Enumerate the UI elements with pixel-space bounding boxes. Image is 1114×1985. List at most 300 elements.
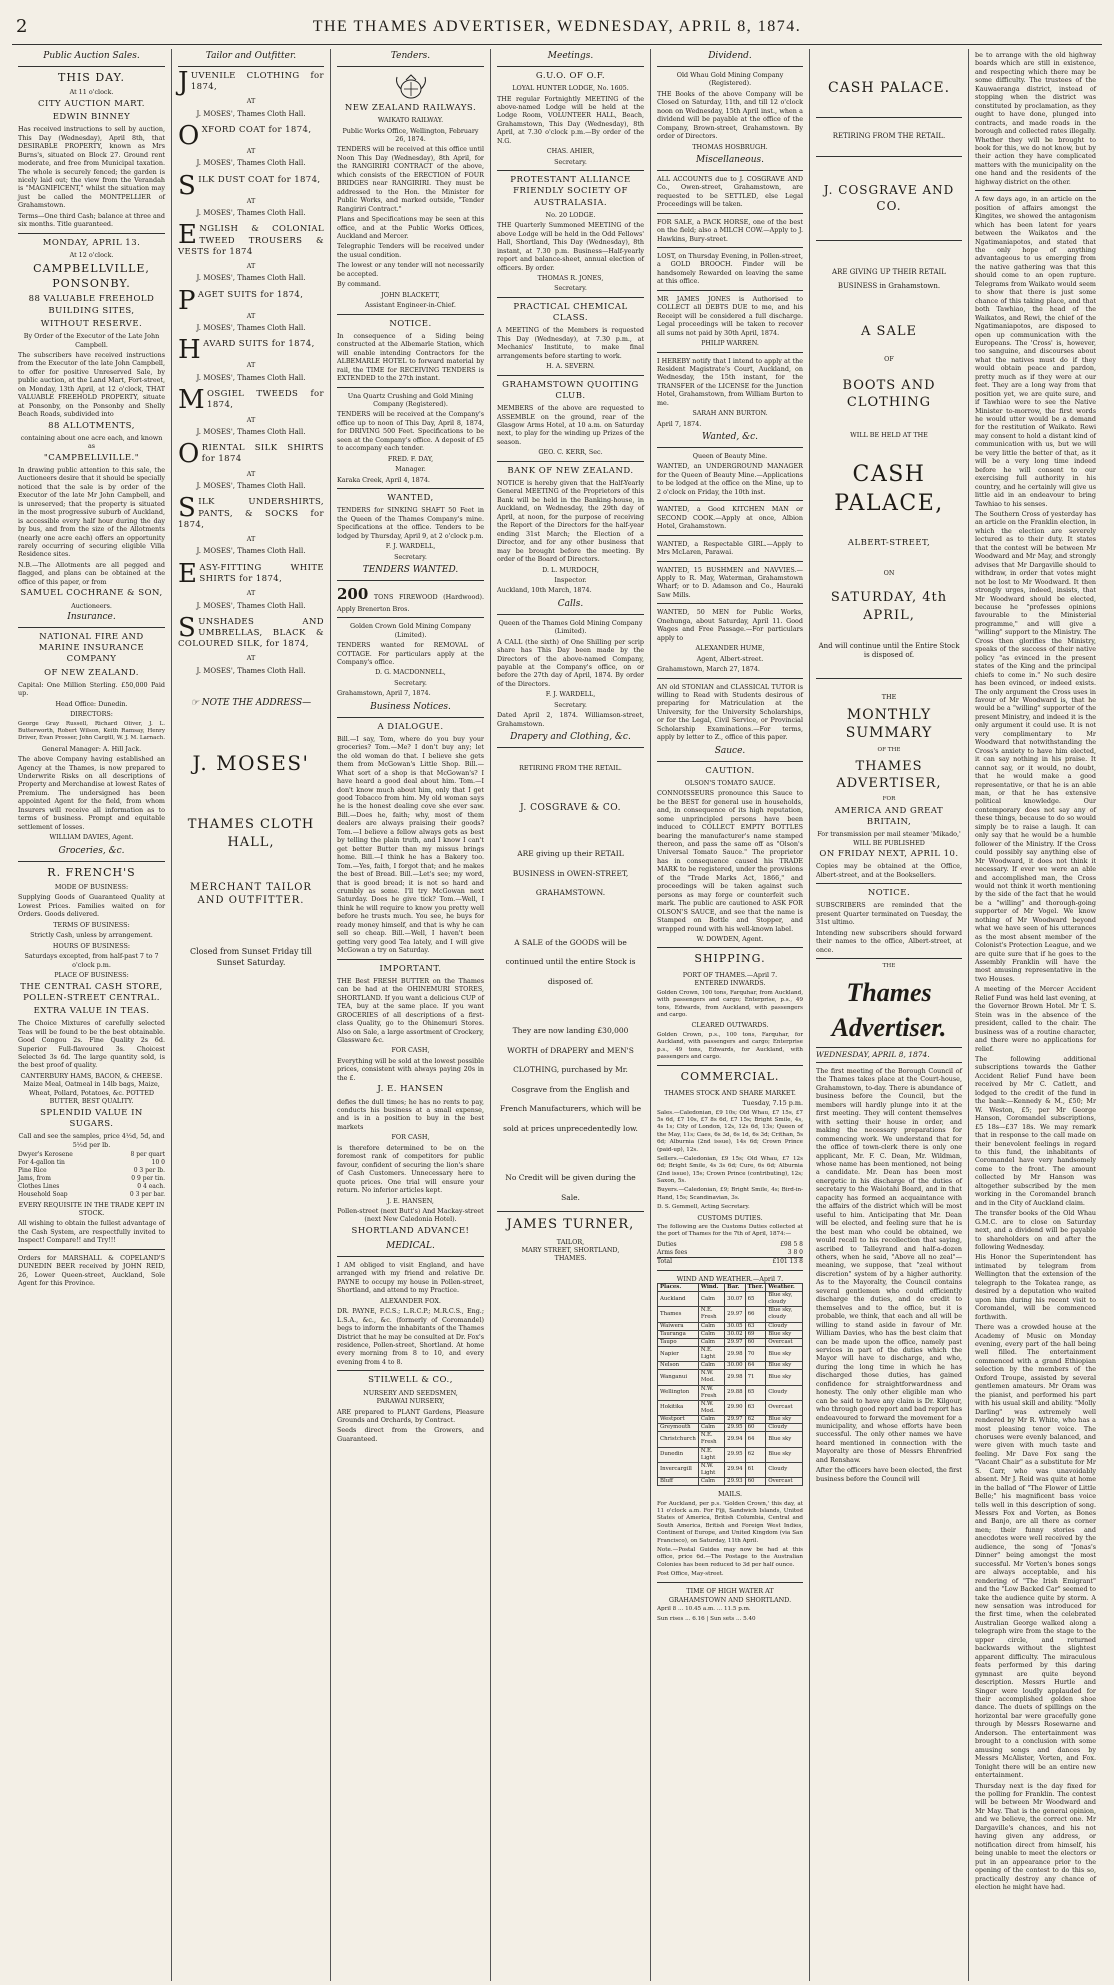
hours-title: HOURS OF BUSINESS: bbox=[52, 941, 131, 950]
agency-text: The above Company having established an Agency at the Thames, is now prepared to Underwrite Risks on all descriptions of Property and Merchandise at lowest Rates of Premium. The undersigned has been appointed Agent for the field, from whom Insurers will receive all information as to terms of business. Prompt and equitable settlement of losses. bbox=[18, 755, 165, 831]
tailor-item bbox=[178, 170, 324, 219]
tons-number: 200 bbox=[337, 584, 369, 603]
divider bbox=[497, 1211, 644, 1212]
lodge-20: No. 20 LODGE. bbox=[545, 210, 596, 219]
tailor-item bbox=[178, 220, 324, 283]
price-row: Clothes Lines 0 4 each. bbox=[18, 1182, 165, 1190]
weather-cell: Calm bbox=[698, 1424, 724, 1432]
customs-heading: CUSTOMS DUTIES. bbox=[697, 1213, 763, 1222]
weather-cell: 65 bbox=[745, 1385, 766, 1400]
at-word: AT bbox=[246, 361, 256, 370]
weather-col-header: Ther. bbox=[745, 1283, 766, 1291]
news-paragraph-9: Thursday next is the day fixed for the polling for Franklin. The contest will be between Mr Woodward and Mr May. That is the general opinion, and we believe, the correct one. Mr Dargaville's chances, and his not having given any address, or notification direct from himself, his being unable to meet the electors or put in an appearance prior to the opening of the contest to do this so, practically destroy any chance of election he might have had. bbox=[975, 1781, 1096, 1891]
weather-cell: Calm bbox=[698, 1330, 724, 1338]
divider bbox=[657, 213, 803, 214]
karaka-date: Karaka Creek, April 4, 1874. bbox=[337, 475, 430, 484]
samuel-cochrane: SAMUEL COCHRANE & SON, bbox=[20, 588, 163, 599]
french-heading: R. FRENCH'S bbox=[47, 865, 136, 879]
weather-cell: Blue sky bbox=[766, 1330, 803, 1338]
weather-cell: 65 bbox=[745, 1292, 766, 1307]
drop-cap: M bbox=[178, 385, 206, 416]
weather-cell: 29.93 bbox=[725, 1478, 745, 1486]
drop-cap: E bbox=[178, 558, 198, 589]
weather-header-row bbox=[658, 1283, 803, 1291]
tailor-item bbox=[178, 66, 324, 119]
divider bbox=[497, 297, 644, 298]
divider bbox=[657, 535, 803, 536]
severn-name: H. A. SEVERN. bbox=[546, 362, 595, 371]
divider bbox=[497, 375, 644, 376]
tide-row: April 8 ... 10.45 a.m. ... 11.5 p.m. bbox=[657, 1606, 751, 1613]
news-paragraph-6: The transfer books of the Old Whau G.M.C. are to close on Saturday next, and a dividend will be payable to shareholders on and after the following Wednesday. bbox=[975, 1209, 1096, 1251]
divider bbox=[657, 1582, 803, 1583]
divider bbox=[337, 617, 484, 618]
section-heading: Tenders. bbox=[337, 49, 484, 67]
weather-cell: 71 bbox=[745, 1370, 766, 1385]
weather-cell: Blue sky bbox=[766, 1432, 803, 1447]
weather-cell: Taupo bbox=[658, 1338, 699, 1346]
weather-cell: Wanganui bbox=[658, 1370, 699, 1385]
weather-cell: 60 bbox=[745, 1424, 766, 1432]
weather-cell: Christchurch bbox=[658, 1432, 699, 1447]
command-text: By command. bbox=[337, 280, 381, 289]
mode-title: MODE OF BUSINESS: bbox=[54, 883, 129, 892]
merchant-tailor: MERCHANT TAILOR AND OUTFITTER. bbox=[190, 881, 312, 906]
drawing-text: In drawing public attention to this sale, the Auctioneers desire that it should be specially noticed that the sale is by order of the Executor of the late Mr John Campbell, and is unreserved; that the property is situated in the most progressive suburb of Auckland, is accessible every half hour during the day by bus, and from the size of the Allotments (nearly one acre each) offers an opportunity rarely occurring of securing eligible Villa Residence sites. bbox=[18, 465, 165, 559]
drop-cap: O bbox=[178, 439, 200, 470]
tailor-item-title: OXFORD COAT for 1874, bbox=[178, 121, 312, 151]
wanted-heading: WANTED, bbox=[387, 493, 434, 504]
divider bbox=[18, 1249, 165, 1250]
the-word: THE bbox=[881, 693, 897, 702]
weather-cell: Calm bbox=[698, 1322, 724, 1330]
at-word: AT bbox=[246, 589, 256, 598]
column-meetings bbox=[491, 49, 651, 1981]
weather-cell: Dunedin bbox=[658, 1447, 699, 1462]
auctioneer-name: EDWIN BINNEY bbox=[52, 112, 131, 123]
weather-cell: 29.94 bbox=[725, 1432, 745, 1447]
weather-row bbox=[658, 1322, 803, 1330]
seeds-text: Seeds direct from the Growers, and Guaranteed. bbox=[337, 1426, 484, 1443]
misc-5-date: April 7, 1874. bbox=[657, 419, 702, 428]
weather-cell: 29.97 bbox=[725, 1338, 745, 1346]
at-11: At 11 o'clock. bbox=[69, 88, 114, 97]
weather-cell: N.E. Light bbox=[698, 1346, 724, 1361]
weather-cell: 29.90 bbox=[725, 1400, 745, 1415]
sugars-text: Call and see the samples, price 4½d, 5d, and 5½d per lb. bbox=[18, 1132, 165, 1149]
misc-heading: Miscellaneous. bbox=[657, 153, 803, 171]
weather-cell: 29.94 bbox=[725, 1462, 745, 1477]
hume-name: ALEXANDER HUME, bbox=[695, 644, 765, 653]
fox-name: ALEXANDER FOX. bbox=[380, 1296, 441, 1305]
saturday-date: SATURDAY, 4th APRIL, bbox=[830, 590, 948, 623]
monday-heading: MONDAY, APRIL 13. bbox=[42, 237, 141, 248]
weather-cell: Napier bbox=[658, 1346, 699, 1361]
divider bbox=[816, 240, 962, 241]
tailor-item bbox=[178, 612, 324, 676]
tailor-item bbox=[178, 385, 324, 437]
weather-cell: 63 bbox=[745, 1322, 766, 1330]
entered-heading: ENTERED INWARDS. bbox=[694, 979, 766, 988]
tailor-item bbox=[178, 335, 324, 383]
wanted-5: WANTED, 50 MEN for Public Works, Onehunga, about Saturday, April 11. Good Wages and Free Passage.—For particulars apply to bbox=[657, 608, 803, 642]
column-tailor bbox=[172, 49, 331, 1981]
weather-heading: WIND AND WEATHER.—April 7. bbox=[676, 1274, 784, 1283]
moses-address: J. MOSES', Thames Cloth Hall. bbox=[196, 109, 306, 118]
weather-row bbox=[658, 1385, 803, 1400]
cosgrave-name: J. COSGRAVE AND CO. bbox=[823, 182, 955, 213]
ahier-name: CHAS. AHIER, bbox=[546, 147, 595, 156]
loyal-text: THE regular Fortnightly MEETING of the above-named Lodge will be held at the Lodge Room, VOLUNTEER HALL, Beach, Grahamstown, This Day (Wednesday), 8th April, at 7.30 o'clock p.m.—By order of the N.G. bbox=[497, 94, 644, 145]
weather-row bbox=[658, 1307, 803, 1322]
weather-cell: Blue sky bbox=[766, 1416, 803, 1424]
cash-palace-2: CASH PALACE, bbox=[834, 461, 944, 516]
weather-col-header: Wind. bbox=[698, 1283, 724, 1291]
general-manager: General Manager: A. Hill Jack. bbox=[41, 744, 142, 753]
weather-cell: Bluff bbox=[658, 1478, 699, 1486]
drop-cap: J bbox=[178, 66, 189, 97]
warren-name: PHILIP WARREN. bbox=[701, 339, 759, 348]
column-cash-palace bbox=[810, 49, 969, 1981]
sun-row: Sun rises ... 6.16 | Sun sets ... 5.40 bbox=[657, 1615, 756, 1622]
divider bbox=[657, 500, 803, 501]
for-word: FOR bbox=[882, 796, 896, 803]
mcdonnell-name: D. G. MACDONNELL, bbox=[375, 668, 446, 677]
notice-heading: NOTICE. bbox=[389, 318, 432, 329]
divider bbox=[337, 387, 484, 388]
moses-address: J. MOSES', Thames Cloth Hall. bbox=[196, 324, 306, 333]
nursery-title: NURSERY AND SEEDSMEN, bbox=[363, 1388, 458, 1397]
weather-cell: 29.88 bbox=[725, 1385, 745, 1400]
golden-date: Grahamstown, April 7, 1874. bbox=[337, 689, 431, 698]
weather-row bbox=[658, 1424, 803, 1432]
weather-row bbox=[658, 1432, 803, 1447]
hosbrugh-name: THOMAS HOSBRUGH. bbox=[692, 142, 768, 151]
divider bbox=[975, 190, 1096, 191]
divider bbox=[657, 247, 803, 248]
inspect-text: All wishing to obtain the fullest advantage of the Cash System, are respectfully invited to Inspect! Compare!! and Try!!! bbox=[18, 1219, 165, 1245]
customs-table bbox=[657, 1241, 803, 1266]
canterbury-text: CANTERBURY HAMS, BACON, & CHEESE. Maize Meal, Oatmeal in 14lb bags, Maize, Wheat, Pollard, Potatoes, &c. POTTED BUTTER, BEST QUALITY. bbox=[20, 1071, 163, 1106]
section-heading: Dividend. bbox=[657, 49, 803, 67]
golden-heading: Golden Crown Gold Mining Company (Limited). bbox=[350, 622, 471, 639]
weather-cell: Overcast bbox=[766, 1338, 803, 1346]
jones-title: Secretary. bbox=[554, 284, 587, 293]
every-requisite: EVERY REQUISITE IN THE TRADE KEPT IN STOCK. bbox=[18, 1200, 165, 1217]
divider bbox=[337, 488, 484, 489]
tailor-item-title: PAGET SUITS for 1874, bbox=[178, 285, 304, 316]
divider bbox=[657, 947, 803, 948]
drop-cap: S bbox=[178, 170, 197, 201]
weather-cell: Blue sky bbox=[766, 1370, 803, 1385]
divider bbox=[816, 958, 962, 959]
misc-4: MR JAMES JONES is Authorised to COLLECT all DEBTS DUE to me, and his Receipt will be considered a full discharge. Legal proceedings will be taken to recover all sums not paid by 30th April, 1874. bbox=[657, 294, 803, 337]
market-sales: Sales.—Caledonian, £9 10s; Old Whau, £7 15s, £7 5s 6d, £7 10s, £7 8s 6d, £7 15s; Bright Smile, 4s, 4s 1s; City of London, 12s, 12s 6d, 13s; Queen of the May, 11s; Caes, 6s 3d, 6s 1d, 6s 3d; Crithan, 5s 6d; Alburnia (2nd issue), 14s 6d; Crown Prince (paid-up), 12s. bbox=[657, 1109, 803, 1153]
divider bbox=[657, 678, 803, 679]
market-secretary: D. S. Gemmell, Acting Secretary. bbox=[657, 1204, 750, 1211]
port-heading: PORT OF THAMES.—April 7. bbox=[682, 970, 778, 979]
weather-cell: N.W. Mod. bbox=[698, 1400, 724, 1415]
misc-5: I HEREBY notify that I intend to apply at the Resident Magistrate's Court, Auckland, on Wednesday, the 15th instant, for the TRANSFER of the LICENSE for the Junction Hotel, Grahamstown, from William Burton to me. bbox=[657, 356, 803, 407]
sauce-text: CONNOISSEURS pronounce this Sauce to be the BEST for general use in households, and, in consequence of its high reputation, some unprincipled persons have been induced to COLLECT EMPTY BOTTLES bearing the manufacturer's name stamped thereon, and pass the same off as "Olson's Universal Tomato Sauce." The proprietor has in consequence caused his TRADE MARK to be registered, under the provisions of the "Trade Marks Act, 1866," and proceedings will be taken against such persons as may forge or counterfeit such mark. The public are cautioned to ASK FOR OLSON'S SAUCE, and see that the name is Stamped on Bottle and Stopper, and wrapped round with his well-known label. bbox=[657, 789, 803, 933]
weather-table bbox=[657, 1283, 803, 1486]
tailor-item-title: EASY-FITTING WHITE SHIRTS for 1874, bbox=[178, 558, 324, 589]
important-text: THE Best FRESH BUTTER on the Thames can be had at the OHINEMURI STORES, SHORTLAND. If you want a delicious CUP of TEA, buy at the same place. If you want GROCERIES of all descriptions of a first-class Quality, go to the Ohinemuri Stores. Also on Sale, a large assortment of Crockery, Glassware &c. bbox=[337, 976, 484, 1045]
weather-cell: 66 bbox=[745, 1307, 766, 1322]
weather-cell: Cloudy bbox=[766, 1322, 803, 1330]
news-paragraph-2: A few days ago, in an article on the position of affairs amongst the Kingites, we showed the antagonism which has been latent for years between the Waikatos and the Ngatimaniapotos, and stated that the only hope of anything advantageous to us emerging from the native gathering was that this should come to an open rupture. Telegrams from Waikato would seem to show that there is just some chance of this taking place, and that both Tawhiao, the head of the Waikatos, and Rewi, the chief of the Ngatimaniapotos, are disposed to open up communication with the Europeans. The 'Cross' is, however, too sanguine, and discourses about what the natives must do if they would obtain peace and pardon, pretty much as if they were at our feet. They are a long way from that position yet, we are quite sure, and if Tawhiao were to see the Native Minister to-morrow, the first words he would utter would be a demand for the restitution of Waikato. Rewi may consent to hold a distant kind of communication with us, but we will be very little the better of that, as it will be a very long time indeed before he will consent to our exercising full authority in his country, and he certainly will give us little aid in an endeavour to bring Tawhiao to his senses. bbox=[975, 195, 1096, 508]
agent-name: WILLIAM DAVIES, Agent. bbox=[49, 833, 134, 842]
weather-cell: 30.07 bbox=[725, 1292, 745, 1307]
tailor-item bbox=[178, 439, 324, 491]
masthead-title: THE THAMES ADVERTISER, WEDNESDAY, APRIL 8, 1874. bbox=[312, 18, 802, 35]
cash-palace-heading: CASH PALACE. bbox=[827, 80, 951, 96]
moses-address: J. MOSES', Thames Cloth Hall. bbox=[196, 373, 306, 382]
at-word: AT bbox=[246, 469, 256, 478]
boots-clothing: BOOTS AND CLOTHING bbox=[842, 377, 936, 411]
weather-cell: 29.97 bbox=[725, 1416, 745, 1424]
weather-cell: Cloudy bbox=[766, 1424, 803, 1432]
caution-heading: CAUTION. bbox=[705, 765, 755, 776]
mails-post: Post Office, May-street. bbox=[657, 1571, 724, 1578]
weather-row bbox=[658, 1370, 803, 1385]
una-heading: Una Quartz Crushing and Gold Mining Company (Registered). bbox=[347, 391, 474, 408]
weather-cell: Cloudy bbox=[766, 1385, 803, 1400]
for-cash: FOR CASH, bbox=[391, 1046, 430, 1055]
wanted-text: TENDERS for SINKING SHAFT 50 Feet in the Queen of the Thames Company's mine. Specifications at the office. Tenders to be lodged by Thursday, April 9, at 2 o'clock p.m. bbox=[337, 506, 484, 540]
firewood-ad: 200 TONS FIREWOOD (Hardwood). Apply Brenerton Bros. bbox=[337, 584, 484, 613]
closed-text: Closed from Sunset Friday till Sunset Saturday. bbox=[190, 947, 312, 967]
market-buyers: Buyers.—Caledonian, £9; Bright Smile, 4s; Bird-in-Hand, 15s; Scandinavian, 3s. bbox=[657, 1187, 803, 1201]
turner-town: THAMES. bbox=[554, 1254, 587, 1263]
central-store: THE CENTRAL CASH STORE, POLLEN-STREET CENTRAL. bbox=[20, 981, 163, 1003]
market-date: Tuesday, 7.15 p.m. bbox=[742, 1099, 803, 1108]
property-text: Has received instructions to sell by auction, This Day (Wednesday), April 8th, that DESIRABLE PROPERTY, known as Mrs Burns's, situated on Block 27. Ground rent moderate, and free from Municipal taxation. The whole is securely fenced; the garden is nicely laid out; the view from the Verandah is "MAGNIFICENT," whilst the situation may just be called the MONTPELLIER of Grahamstown. bbox=[18, 125, 165, 210]
drop-cap: H bbox=[178, 335, 202, 366]
weather-cell: Blue sky, cloudy bbox=[766, 1307, 803, 1322]
weather-cell: Blue sky bbox=[766, 1362, 803, 1370]
drop-cap: S bbox=[178, 493, 197, 524]
weather-cell: 29.98 bbox=[725, 1346, 745, 1361]
divider bbox=[816, 117, 962, 118]
column-dividend bbox=[651, 49, 810, 1981]
page-number: 2 bbox=[16, 16, 28, 37]
turner-address: MARY STREET, SHORTLAND, bbox=[521, 1246, 620, 1254]
kerr-name: GEO. C. KERR, Sec. bbox=[538, 448, 603, 457]
intending-text: Intending new subscribers should forward their names to the office, Albert-street, at once. bbox=[816, 928, 962, 954]
mails-heading: MAILS. bbox=[717, 1490, 743, 1499]
call-text: A CALL (the sixth) of One Shilling per scrip share has This Day been made by the Directors of the above-named Company, payable at the Company's office, on or before the 27th day of April, 1874. By order of the Directors. bbox=[497, 637, 644, 688]
weather-cell: 63 bbox=[745, 1400, 766, 1415]
moses-name: J. MOSES' bbox=[192, 751, 310, 776]
medical-heading: MEDICAL. bbox=[337, 1239, 484, 1257]
giving-text: ARE giving up their RETAIL BUSINESS in OWEN-STREET, GRAHAMSTOWN. bbox=[512, 849, 629, 898]
weather-cell: Blue sky bbox=[766, 1447, 803, 1462]
for-cash-2: FOR CASH, bbox=[391, 1133, 430, 1142]
tailor-item-title: SUNSHADES AND UMBRELLAS, BLACK & COLOURED SILK, for 1874, bbox=[178, 612, 324, 650]
shortland-advance: SHORTLAND ADVANCE! bbox=[351, 1225, 470, 1236]
weather-col-header: Bar. bbox=[725, 1283, 745, 1291]
held-text: WILL BE HELD AT THE bbox=[850, 431, 928, 440]
everything-text: Everything will be sold at the lowest possible prices, consistent with always paying 20s in the £. bbox=[337, 1056, 484, 1082]
business-notices-heading: Business Notices. bbox=[337, 700, 484, 718]
friday-next: ON FRIDAY NEXT, APRIL 10. bbox=[819, 849, 959, 860]
wardell-title: Secretary. bbox=[394, 552, 427, 561]
terms-business: Strictly Cash, unless by arrangement. bbox=[30, 931, 153, 940]
murdoch-title: Inspector. bbox=[554, 575, 587, 584]
divider bbox=[657, 1270, 803, 1271]
editorial-text: The first meeting of the Borough Council of the Thames takes place at the Court-house, Grahamstown, to-day. There is abundance of business before the Council, but the members will hardly plunge into it at the first meeting. They will content themselves with setting their house in order, and making the necessary preparations for commencing work. We understand that for the office of town-clerk there is only one applicant, Mr. F. C. Dean, Mr. Wildman, whose name has been mentioned, not being a candidate. Mr. Dean has been most energetic in his discharge of the duties of secretary to the Waiotahi Board, and in that capacity has formed an acquaintance with the affairs of the district which will be most useful to him. Anticipating that Mr. Dean will be elected, and feeling sure that he is the best man who could be obtained, we would recall to his recollection that saying, ascribed to Talleyrand and half-a-dozen others, when he said, "Above all no zeal"—meaning, we suppose, that "zeal without discretion" system of by a higher authority. As to the Mayoralty, the Council contains several gentlemen who could efficiently discharge the duties, and do credit to themselves and to the office, but it is probable, we think, that each and all will be willing to stand aside in favour of Mr. William Davies, who has the best claim that can be made upon the office, namely past services in part of the duties which the Mayor will have to discharge, and who, during the long time in which he has discharged those duties, has gained confidence for straightforwardness and honesty. The only other eligible man who can be said to have any claim is Dr. Kilgour, who through good report and bad report has endeavoured to forward the movement for a municipality, and whose efforts have been successful. The only other names we have heard mentioned in connection with the Mayoralty are those of Messrs Ehrenfried and Renshaw. bbox=[816, 1067, 962, 1464]
wanted-2: WANTED, a Good KITCHEN MAN or SECOND COOK.—Apply at once, Albion Hotel, Grahamstown. bbox=[657, 505, 803, 531]
weather-row bbox=[658, 1400, 803, 1415]
quoiting-heading: GRAHAMSTOWN QUOITING CLUB. bbox=[502, 379, 639, 401]
weather-cell: N.W. Mod. bbox=[698, 1370, 724, 1385]
weather-row bbox=[658, 1362, 803, 1370]
weather-cell: Calm bbox=[698, 1416, 724, 1424]
sugars-heading: SPLENDID VALUE IN SUGARS. bbox=[40, 1107, 143, 1129]
stilwell-name: STILWELL & CO., bbox=[368, 1375, 453, 1386]
editorial-continued: After the officers have been elected, the first business before the Council will bbox=[816, 1466, 962, 1483]
at-word: AT bbox=[246, 311, 256, 320]
divider bbox=[657, 603, 803, 604]
loyal-hunter: LOYAL HUNTER LODGE, No. 1605. bbox=[512, 84, 629, 93]
weather-cell: 70 bbox=[745, 1346, 766, 1361]
dialogue-heading: A DIALOGUE. bbox=[377, 721, 444, 732]
una-manager: FRED. F. DAY, bbox=[387, 454, 434, 463]
tailor-item bbox=[178, 121, 324, 169]
copies-text: Copies may be obtained at the Office, Albert-street, and at the Booksellers. bbox=[816, 862, 962, 879]
moses-address: J. MOSES', Thames Cloth Hall. bbox=[196, 666, 306, 675]
executor-order: By Order of the Executor of the Late John Campbell. bbox=[23, 332, 160, 349]
weather-cell: 61 bbox=[745, 1462, 766, 1477]
notice-text: In consequence of a Siding being constructed at the Albemarle Station, which will enable intending Contractors for the ALBEMARLE HOTEL to forward material by rail, the TIME for RECEIVING TENDERS is EXTENDED to the 27th instant. bbox=[337, 331, 484, 383]
place-title: PLACE OF BUSINESS: bbox=[54, 971, 129, 980]
una-text: TENDERS will be received at the Company's office up to noon of This Day, April 8, 1874, for DRIVING 500 Feet. Specifications to be seen at the Company's office. A deposit of £5 to accompany each tender. bbox=[337, 410, 484, 453]
wanted-4: WANTED, 15 BUSHMEN and NAVVIES.—Apply to R. May, Waterman, Grahamstown Wharf; or to D. Adamson and Co., Hauraki Saw Mills. bbox=[657, 565, 803, 599]
wanted-3: WANTED, a Respectable GIRL.—Apply to Mrs McLaren, Parawai. bbox=[657, 539, 803, 557]
hume-title: Agent, Albert-street. bbox=[696, 654, 764, 663]
plans-text: Plans and Specifications may be seen at this office, and at the Public Works Offices, Auckland and Mercer. bbox=[337, 215, 484, 240]
misc-2: FOR SALE, a PACK HORSE, one of the best on the field; also a MILCH COW.—Apply to J. Hawkins, Bury-street. bbox=[657, 217, 803, 243]
weather-cell: 30.02 bbox=[725, 1330, 745, 1338]
extra-value: EXTRA VALUE IN TEAS. bbox=[33, 1006, 150, 1016]
important-heading: IMPORTANT. bbox=[379, 963, 442, 974]
customs-text: The following are the Customs Duties collected at the port of Thames for the 7th of April, 1874:— bbox=[657, 1224, 803, 1238]
divider bbox=[816, 678, 962, 679]
wanted-heading: Wanted, &c. bbox=[657, 430, 803, 448]
sale-text: A SALE of the GOODS will be continued until the entire Stock is disposed of. bbox=[505, 937, 636, 986]
weather-cell: Hokitika bbox=[658, 1400, 699, 1415]
weather-cell: 30.00 bbox=[725, 1362, 745, 1370]
retiring-text: RETIRING FROM THE RETAIL. bbox=[519, 764, 622, 773]
weather-cell: 62 bbox=[745, 1447, 766, 1462]
moses-address: J. MOSES', Thames Cloth Hall. bbox=[196, 209, 306, 218]
terms-title: TERMS OF BUSINESS: bbox=[53, 920, 130, 929]
price-row: Household Soap 0 3 per bar. bbox=[18, 1190, 165, 1198]
guo-heading: G.U.O. OF O.F. bbox=[535, 70, 606, 81]
transmission-text: For transmission per mail steamer 'Mikado,' WILL BE PUBLISHED bbox=[817, 830, 961, 847]
lodge-20-text: THE Quarterly Summoned MEETING of the above Lodge will be held in the Odd Fellows' Hall, Shortland, This Day (Wednesday), 8th instant, at 7.30 p.m. Business—Half-yearly report and balance-sheet, annual election of officers. By order. bbox=[497, 221, 644, 272]
weather-cell: Calm bbox=[698, 1292, 724, 1307]
without-reserve: WITHOUT RESERVE. bbox=[40, 318, 143, 329]
at-word: AT bbox=[246, 654, 256, 663]
calls-heading: Calls. bbox=[497, 597, 644, 615]
directors-list: George Gray Russell, Richard Oliver, J. L. Butterworth, Robert Wilson, Keith Ramsay, Henry Driver, Evan Prosser, John Cargill, W. J. M. Larnach. bbox=[18, 720, 165, 742]
tailor-item-title: JUVENILE CLOTHING for 1874, bbox=[178, 66, 324, 97]
commercial-heading: COMMERCIAL. bbox=[680, 1070, 780, 1084]
hours-text: Saturdays excepted, from half-past 7 to 7 o'clock p.m. bbox=[24, 952, 159, 969]
drop-cap: S bbox=[178, 612, 197, 643]
the-2: THE bbox=[882, 963, 896, 970]
column-tenders bbox=[331, 49, 491, 1981]
news-paragraph-4: A meeting of the Mercer Accident Relief Fund was held last evening, at the Governor Brown Hotel. Mr T. S. Stein was in the absence of the president, called to the chair. The business was of a routine character, and there were no applications for relief. bbox=[975, 985, 1096, 1053]
customs-total: Total £101 13 8 bbox=[657, 1257, 803, 1265]
entered-text: Golden Crown, 100 tons, Farquhar, from Auckland, with passengers and cargo; Enterprise, p.s., 49 tons, Edwards, from Auckland, with passengers and cargo. bbox=[657, 989, 803, 1018]
weather-col-header: Places. bbox=[658, 1283, 699, 1291]
customs-row: Arms fees 3 8 0 bbox=[657, 1248, 803, 1256]
price-list bbox=[18, 1151, 165, 1198]
at-12: At 12 o'clock. bbox=[69, 250, 114, 259]
news-paragraph-8: There was a crowded house at the Academy of Music on Monday evening, every part of the hall being well filled. The entertainment commenced with a grand Ethiopian selection by the members of the Oxford Troupe, assisted by several gentlemen amateurs. Mr Oram was the pianist, and performed his part with his usual skill and ability. "Molly Darling" was extremely well rendered by Mr R. White, who has a most pleasing tenor voice. The choruses were evenly balanced, and were given with much taste and feeling. Mr Dave Fox sang the "Vacant Chair" as a substitute for Mr S. Carr, who was unavoidably absent. Mr J. Reid was quite at home in the ballad of "The Flower of Little Belle;" his magnificent bass voice tells well in this description of song. Messrs Fox and Vorten, as Bones and Banjo, are all there as corner men; their funny stories and anecdotes were well received by the audience, the song of "Jonas's Dinner" being amongst the most successful. Mr Vorten's bones songs are always acceptable, and his rendering of "The Irish Emigrant" and the "Low Backed Car" seemed to take the audience quite by storm. A new sensation was introduced for the first time, when the celebrated Australian George walked along a telegraph wire from the stage to the upper circle, and returned backwards without the slightest apparent difficulty. The miraculous feats performed by this daring gymnast are quite beyond description. Messrs Hurtle and Singer were loudly applauded for their accomplished golden shoe dance. The duets of spillings on the horizontal bar were gracefully gone through by Messrs Rosewarne and Anderson. The entertainment was brought to a conclusion with some amusing songs and dances by Messrs McAlister, Vorten, and Fox. Tonight there will be an entire new entertainment. bbox=[975, 1323, 1096, 1780]
moses-address: J. MOSES', Thames Cloth Hall. bbox=[196, 547, 306, 556]
shipping-heading: SHIPPING. bbox=[694, 952, 766, 966]
of-new-zealand: OF NEW ZEALAND. bbox=[44, 667, 139, 678]
tailor-item-title: SILK UNDERSHIRTS, PANTS, & SOCKS for 1874, bbox=[178, 493, 324, 530]
section-heading: Meetings. bbox=[497, 49, 644, 67]
campbellville-quoted: "CAMPBELLVILLE." bbox=[43, 452, 140, 463]
moses-address: J. MOSES', Thames Cloth Hall. bbox=[196, 427, 306, 436]
weather-cell: Blue sky bbox=[766, 1346, 803, 1361]
tenders-wanted-heading: TENDERS WANTED. bbox=[337, 563, 484, 581]
section-heading-groceries: Groceries, &c. bbox=[18, 844, 165, 862]
weather-cell: Overcast bbox=[766, 1400, 803, 1415]
at-word: AT bbox=[246, 535, 256, 543]
column-news bbox=[969, 49, 1102, 1981]
weather-cell: 62 bbox=[745, 1416, 766, 1424]
weather-cell: Overcast bbox=[766, 1478, 803, 1486]
note-address: ☞ NOTE THE ADDRESS— bbox=[190, 698, 312, 709]
turner-trade: TAILOR, bbox=[556, 1237, 585, 1246]
pwo-text: Public Works Office, Wellington, February 26, 1874. bbox=[342, 126, 479, 143]
bank-heading: BANK OF NEW ZEALAND. bbox=[507, 465, 634, 476]
freehold-heading: 88 VALUABLE FREEHOLD BUILDING SITES, bbox=[28, 294, 155, 316]
terms-text: Terms—One third Cash; balance at three and six months. Title guaranteed. bbox=[18, 211, 165, 229]
weather-col-header: Weather. bbox=[766, 1283, 803, 1291]
weather-cell: Calm bbox=[698, 1338, 724, 1346]
cosgrave-name: J. COSGRAVE & CO. bbox=[520, 802, 621, 813]
news-paragraph-5: The following additional subscriptions towards the Gather Accident Relief Fund have been received by Mr C. Catlett, and lodged to the credit of the fund in the bank:—Kennedy & M., £50; Mr W. Weston, £5; per Mr George Hanson, Coromandel subscriptions, £5 18s—£37 18s. We may remark that in response to the call made on their benevolent feelings in regard to this fund, the inhabitants of Coromandel have very handsomely come to the front. The amount collected by Mr Hanson was altogether subscribed by the men working in the Coromandel branch and in the City of Auckland claim. bbox=[975, 1055, 1096, 1207]
blackett-title: Assistant Engineer-in-Chief. bbox=[365, 301, 456, 310]
wardell-name: F. J. WARDELL, bbox=[385, 542, 436, 551]
chemical-heading: PRACTICAL CHEMICAL CLASS. bbox=[513, 301, 628, 324]
cleared-text: Golden Crown, p.s., 100 tons, Farquhar, for Auckland, with passengers and cargo; Enterprise p.s., 49 tons, Edwards, for Auckland, with passengers and cargo. bbox=[657, 1031, 803, 1060]
tailor-item-list bbox=[178, 66, 324, 676]
tailor-item bbox=[178, 493, 324, 556]
weather-cell: 60 bbox=[745, 1338, 766, 1346]
drop-cap: P bbox=[178, 285, 196, 316]
pointing-hand-icon: ☞ bbox=[190, 698, 202, 709]
hansen-address: Pollen-street (next Butt's) And Mackay-street (next New Caledonia Hotel). bbox=[337, 1206, 484, 1224]
news-paragraph-3: The Southern Cross of yesterday has an article on the Franklin election, in which the election are severely lectured as to their duty. It states that the contest will be between Mr Woodward and Mr May, and strongly advises that Mr Dargaville should to withdraw, in order that votes might not be lost to Mr Woodward. It then strongly urges, indeed, insists, that Mr Woodward should be elected, because he "professes opinions favourable to the Ministerial programme," and will give a "willing" support to the Ministry. The Cross then glorifies the Ministry, speaks of the success of their native policy "as evinced in the present states of the King and the principal chiefs to come in." No such desire has been evinced, or indeed exists. The only argument the Cross uses in favour of Mr Woodward is, that he would be a "willing" supporter of the present Ministry, and indeed it is the only argument it could use. It is not very complimentary to Mr Woodward that notwithstanding the Cross's anxiety to have him elected, it can say nothing in his praise. It cannot say, or it would, no doubt, that he would make a good representative, or that he is an able man, or that he has extensive political knowledge. Our contemporary does not say any of these things, because to do so would simply be to raise a laugh. It can only say that he would be a humble follower of the Ministry. If the Cross could possibly say anything else of Mr Woodward, it does not think it necessary. If ever we were an able and accomplished man, the Cross would not think it worth mentioning by the side of the fact that he would be a "willing" and thorough-going supporter of Mr Vogel. We know nothing of Mr Woodward beyond what we have seen of his utterances as the most absent member of the Colonist's Protection League, and we are quite sure that if he goes to the Assembly Franklin will have the most amusing representative in the two Houses. bbox=[975, 510, 1096, 983]
divider bbox=[816, 156, 962, 157]
weather-cell: Wellington bbox=[658, 1385, 699, 1400]
moses-address: J. MOSES', Thames Cloth Hall. bbox=[196, 482, 306, 491]
queen-beauty-heading: Queen of Beauty Mine. bbox=[692, 452, 768, 461]
divider bbox=[657, 290, 803, 291]
price-row: Pine Rice 0 3 per lb. bbox=[18, 1166, 165, 1174]
call-date: Dated April 2, 1874. Williamson-street, Grahamstown. bbox=[497, 711, 644, 728]
weather-cell: Tauranga bbox=[658, 1330, 699, 1338]
